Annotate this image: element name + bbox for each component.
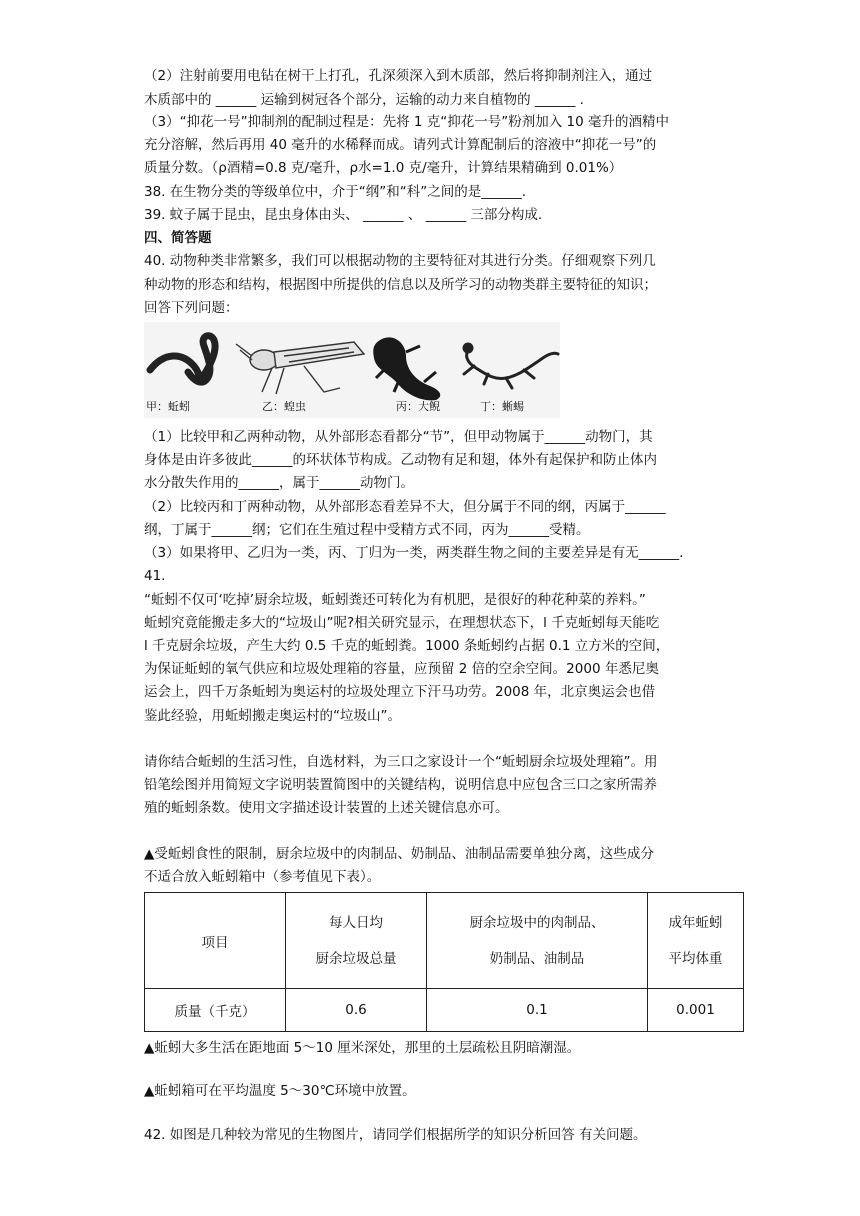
q2-line-2: 木质部中的 ______ 运输到树冠各个部分，运输的动力来自植物的 ______ . — [144, 92, 584, 108]
q41-line-4: 为保证蚯蚓的氧气供应和垃圾处理箱的容量，应预留 2 倍的空余空间。2000 年悉尼奥 — [144, 661, 659, 677]
section-heading: 四、简答题 — [144, 230, 212, 246]
q2-line-1: （2）注射前要用电钻在树干上打孔，孔深须深入到木质部，然后将抑制剂注入，通过 — [144, 68, 653, 84]
q41-line-1: “蚯蚓不仅可‘吃掉’厨余垃圾，蚯蚓粪还可转化为有机肥，是很好的种花种菜的养料。” — [144, 592, 646, 608]
caption-salamander: 丙：大鲵 — [396, 400, 440, 413]
header-col2-line2: 奶制品、油制品 — [489, 950, 585, 967]
header-col2-line1: 厨余垃圾中的肉制品、 — [469, 914, 605, 931]
q40-line-3: 回答下列问题： — [144, 300, 239, 316]
header-item-label: 项目 — [201, 934, 229, 951]
q3-line-2: 充分溶解，然后再用 40 毫升的水稀释而成。请列式计算配制后的溶液中“抑花一号”的 — [144, 137, 657, 153]
q3-line-1: （3）“抑花一号”抑制剂的配制过程是：先将 1 克“抑花一号”粉剂加入 10 毫升的酒精中 — [144, 114, 669, 130]
q40-line-2: 种动物的形态和结构，根据图中所提供的信息以及所学习的动物类群主要特征的知识； — [144, 277, 657, 293]
animal-figure — [144, 322, 560, 418]
header-col3 — [648, 893, 744, 989]
header-col2 — [427, 893, 648, 989]
question-38: 38. 在生物分类的等级单位中，介于“纲”和“科”之间的是______. — [144, 184, 527, 200]
q40-1-line-2: 身体是由许多彼此______的环状体节构成。乙动物有足和翅，体外有起保护和防止体内 — [144, 452, 657, 468]
caption-grasshopper: 乙：蝗虫 — [262, 400, 306, 413]
q41-line-9: 殖的蚯蚓条数。使用文字描述设计装置的上述关键信息亦可。 — [144, 800, 509, 816]
q40-1-line-1: （1）比较甲和乙两种动物，从外部形态看都分“节”，但甲动物属于______动物门，其 — [144, 429, 653, 445]
q41-line-6: 鉴此经验，用蚯蚓搬走奥运村的“垃圾山”。 — [144, 708, 401, 724]
note-2: ▲蚯蚓大多生活在距地面 5～10 厘米深处，那里的土层疏松且阴暗潮湿。 — [144, 1040, 581, 1056]
caption-lizard: 丁：蜥蜴 — [480, 400, 524, 413]
header-col1-line2: 厨余垃圾总量 — [315, 950, 397, 967]
q40-2-line-2: 纲，丁属于______纲；它们在生殖过程中受精方式不同，丙为______受精。 — [144, 522, 590, 538]
table-header-row — [145, 893, 744, 989]
q3-line-3: 质量分数。（ρ酒精=0.8 克/毫升，ρ水=1.0 克/毫升，计算结果精确到 0.01%） — [144, 160, 623, 176]
question-39: 39. 蚊子属于昆虫，昆虫身体由头、 ______ 、 ______ 三部分构成. — [144, 207, 543, 223]
question-41: 41. — [144, 568, 166, 584]
q41-line-5: 运会上，四千万条蚯蚓为奥运村的垃圾处理立下汗马功劳。2008 年，北京奥运会也借 — [144, 684, 656, 700]
header-col1 — [286, 893, 427, 989]
row-value-3: 0.001 — [648, 989, 744, 1032]
caption-earthworm: 甲：蚯蚓 — [146, 400, 190, 413]
q41-line-2: 蚯蚓究竟能搬走多大的“垃圾山”呢?相关研究显示，在理想状态下，l 千克蚯蚓每天能吃 — [144, 615, 660, 631]
row-value-2: 0.1 — [427, 989, 648, 1032]
header-col3-line1: 成年蚯蚓 — [668, 914, 723, 931]
table-row — [145, 989, 744, 1032]
question-42: 42. 如图是几种较为常见的生物图片，请同学们根据所学的知识分析回答 有关问题。 — [144, 1127, 647, 1143]
header-col1-line1: 每人日均 — [329, 914, 383, 931]
q40-3-line: （3）如果将甲、乙归为一类，丙、丁归为一类，两类群生物之间的主要差异是有无______. — [144, 545, 684, 561]
q41-line-7: 请你结合蚯蚓的生活习性，自选材料，为三口之家设计一个“蚯蚓厨余垃圾处理箱”。用 — [144, 754, 658, 770]
note-1-line-1: ▲受蚯蚓食性的限制，厨余垃圾中的肉制品、奶制品、油制品需要单独分离，这些成分 — [144, 846, 654, 862]
q40-2-line-1: （2）比较丙和丁两种动物，从外部形态看差异不大，但分属于不同的纲，丙属于______ — [144, 499, 666, 515]
q40-1-line-3: 水分散失作用的______，属于______动物门。 — [144, 475, 414, 491]
header-col3-line2: 平均体重 — [668, 950, 723, 967]
row-label: 质量（千克） — [145, 989, 286, 1032]
q41-line-3: l 千克厨余垃圾，产生大约 0.5 千克的蚯蚓粪。1000 条蚯蚓约占据 0.1 立方米的空间， — [144, 638, 670, 654]
q41-line-8: 铅笔绘图并用简短文字说明装置简图中的关键结构，说明信息中应包含三口之家所需养 — [144, 777, 657, 793]
header-item — [145, 893, 286, 989]
note-1-line-2: 不适合放入蚯蚓箱中（参考值见下表）。 — [144, 869, 381, 885]
q40-line-1: 40. 动物种类非常繁多，我们可以根据动物的主要特征对其进行分类。仔细观察下列几 — [144, 253, 656, 269]
row-value-1: 0.6 — [286, 989, 427, 1032]
note-3: ▲蚯蚓箱可在平均温度 5～30℃环境中放置。 — [144, 1083, 416, 1099]
reference-table — [144, 892, 744, 1032]
